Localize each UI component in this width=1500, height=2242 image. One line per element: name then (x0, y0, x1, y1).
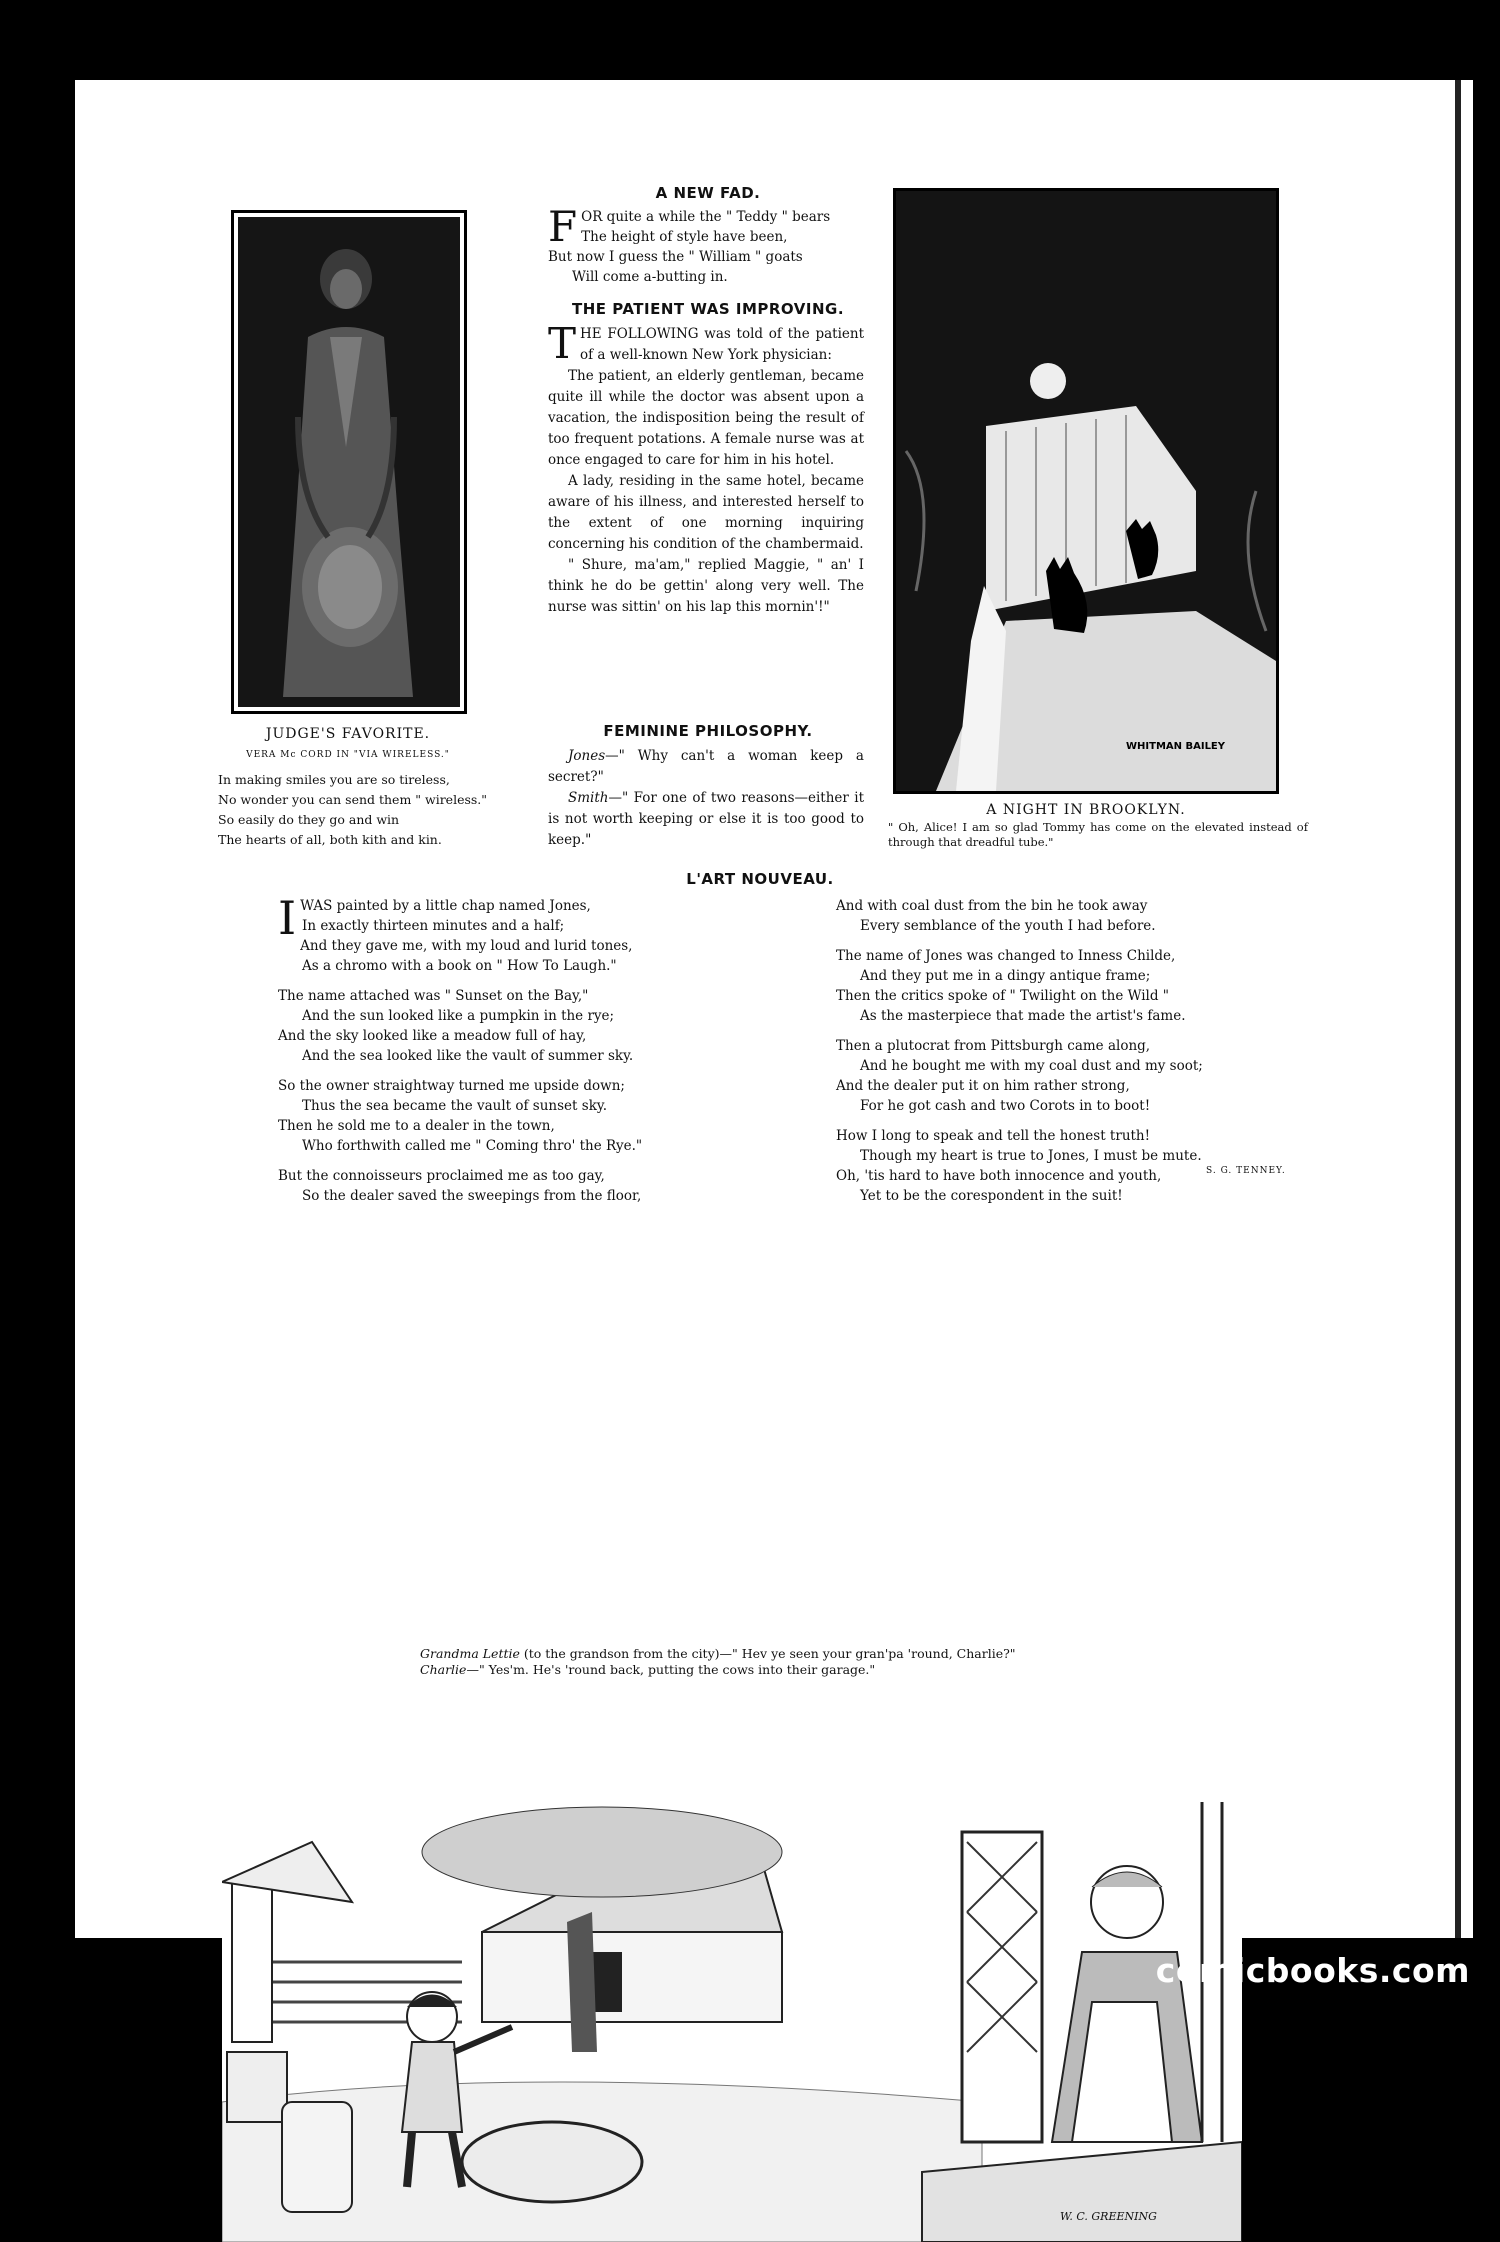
verse-line: Then a plutocrat from Pittsburgh came along, (836, 1038, 1151, 1054)
new-fad-title: A NEW FAD. (655, 184, 761, 202)
verse-line: And the sky looked like a meadow full of hay, (278, 1028, 587, 1044)
verse-line: The name attached was " Sunset on the Bay," (278, 988, 589, 1004)
verse-line: And with coal dust from the bin he took away (836, 898, 1148, 914)
verse-line: Yet to be the corespondent in the suit! (860, 1188, 1123, 1204)
page-edge (1455, 80, 1461, 1938)
lart-verse-left (278, 891, 798, 1206)
dialogue-line: (to the grandson from the city)—" Hev ye seen your gran'pa 'round, Charlie?" (523, 1646, 1016, 1661)
new-fad-dropcap: F (548, 202, 578, 251)
cartoon-caption (420, 1646, 1200, 1678)
verse-line: Then he sold me to a dealer in the town, (278, 1118, 555, 1134)
dialogue-line: —" For one of two reasons—either it is not worth keeping or else it is too good to keep." (548, 790, 864, 848)
verse-line: OR quite a while the " Teddy " bears (581, 209, 831, 225)
grandma-and-boy-drawing (222, 1802, 1242, 2242)
speaker-name: Jones (568, 748, 606, 764)
night-in-brooklyn-illustration (893, 188, 1279, 794)
brooklyn-caption: " Oh, Alice! I am so glad Tommy has come on the elevated instead of through that dreadful tube." (888, 820, 1308, 849)
favorite-verse (218, 770, 488, 850)
verse-line: The name of Jones was changed to Inness Childe, (836, 948, 1176, 964)
speaker-name: Smith (568, 790, 609, 806)
patient-article (548, 319, 864, 618)
verse-line: Who forthwith called me " Coming thro' the Rye." (302, 1138, 643, 1154)
verse-line: So the owner straightway turned me upside down; (278, 1078, 625, 1094)
speaker-name: Grandma Lettie (420, 1646, 520, 1661)
feminine-article (548, 746, 864, 851)
patient-dropcap: T (548, 319, 577, 368)
portrait-photo (238, 217, 460, 707)
verse-line: Every semblance of the youth I had before. (860, 918, 1156, 934)
lart-author: S. G. TENNEY. (1206, 1166, 1286, 1176)
farmyard-cartoon (222, 1802, 1242, 2242)
verse-line: As the masterpiece that made the artist's fame. (860, 1008, 1186, 1024)
woman-portrait-illustration (238, 217, 460, 707)
verse-line: But the connoisseurs proclaimed me as too gay, (278, 1168, 605, 1184)
artist-signature: WHITMAN BAILEY (1126, 741, 1226, 752)
portrait-photo-frame (231, 210, 467, 714)
verse-line: The height of style have been, (581, 229, 788, 245)
verse-line: Oh, 'tis hard to have both innocence and youth, (836, 1168, 1162, 1184)
verse-line: And they gave me, with my loud and lurid tones, (300, 938, 633, 954)
dialogue-line: —" Yes'm. He's 'round back, putting the cows into their garage." (466, 1662, 876, 1677)
verse-line: And the dealer put it on him rather strong, (836, 1078, 1130, 1094)
verse-line: No wonder you can send them " wireless." (218, 792, 488, 807)
verse-line: Will come a-butting in. (572, 269, 728, 285)
cartoon-signature: W. C. GREENING (1060, 2210, 1157, 2223)
verse-line: And he bought me with my coal dust and my soot; (860, 1058, 1203, 1074)
dialogue-line: —" Why can't a woman keep a secret?" (548, 748, 864, 785)
lart-dropcap: I (278, 891, 297, 945)
verse-line: But now I guess the " William " goats (548, 249, 803, 265)
verse-line: WAS painted by a little chap named Jones, (300, 898, 591, 914)
lart-verse-right (836, 896, 1316, 1206)
verse-line: So the dealer saved the sweepings from the floor, (302, 1188, 642, 1204)
new-fad-verse (548, 202, 878, 287)
article-paragraph: The patient, an elderly gentleman, became quite ill while the doctor was absent upon a vacation, the indisposition being the result of too frequent potations. A female nurse was at once engaged to care for him in his hotel. (548, 368, 864, 468)
verse-line: So easily do they go and win (218, 812, 400, 827)
feminine-title: FEMININE PHILOSOPHY. (603, 722, 813, 740)
lart-title: L'ART NOUVEAU. (686, 870, 834, 888)
article-paragraph: " Shure, ma'am," replied Maggie, " an' I think he do be gettin' along very well. The nurse was sittin' on his lap this mornin'!" (548, 557, 864, 615)
verse-line: As a chromo with a book on " How To Laugh." (302, 958, 617, 974)
speaker-name: Charlie (420, 1662, 467, 1677)
site-watermark: comicbooks.com (1155, 1951, 1470, 1990)
brooklyn-title: A NIGHT IN BROOKLYN. (986, 802, 1186, 818)
verse-line: And the sun looked like a pumpkin in the rye; (302, 1008, 615, 1024)
verse-line: Thus the sea became the vault of sunset sky. (302, 1098, 607, 1114)
verse-line: Though my heart is true to Jones, I must be mute. (860, 1148, 1202, 1164)
article-paragraph: HE FOLLOWING was told of the patient of a well-known New York physician: (580, 326, 864, 363)
cats-on-fence-drawing (896, 191, 1276, 791)
verse-line: The hearts of all, both kith and kin. (218, 832, 442, 847)
verse-line: How I long to speak and tell the honest truth! (836, 1128, 1151, 1144)
verse-line: And they put me in a dingy antique frame; (860, 968, 1151, 984)
favorite-title: JUDGE'S FAVORITE. (265, 726, 431, 742)
verse-line: In making smiles you are so tireless, (218, 772, 450, 787)
patient-title: THE PATIENT WAS IMPROVING. (571, 300, 845, 318)
favorite-subtitle: VERA Mc CORD IN "VIA WIRELESS." (246, 750, 450, 760)
verse-line: In exactly thirteen minutes and a half; (302, 918, 565, 934)
verse-line: And the sea looked like the vault of summer sky. (302, 1048, 634, 1064)
article-paragraph: A lady, residing in the same hotel, became aware of his illness, and interested herself to the extent of one morning inquiring concerning his condition of the chambermaid. (548, 473, 864, 552)
verse-line: Then the critics spoke of " Twilight on the Wild " (836, 988, 1170, 1004)
verse-line: For he got cash and two Corots in to boot! (860, 1098, 1151, 1114)
